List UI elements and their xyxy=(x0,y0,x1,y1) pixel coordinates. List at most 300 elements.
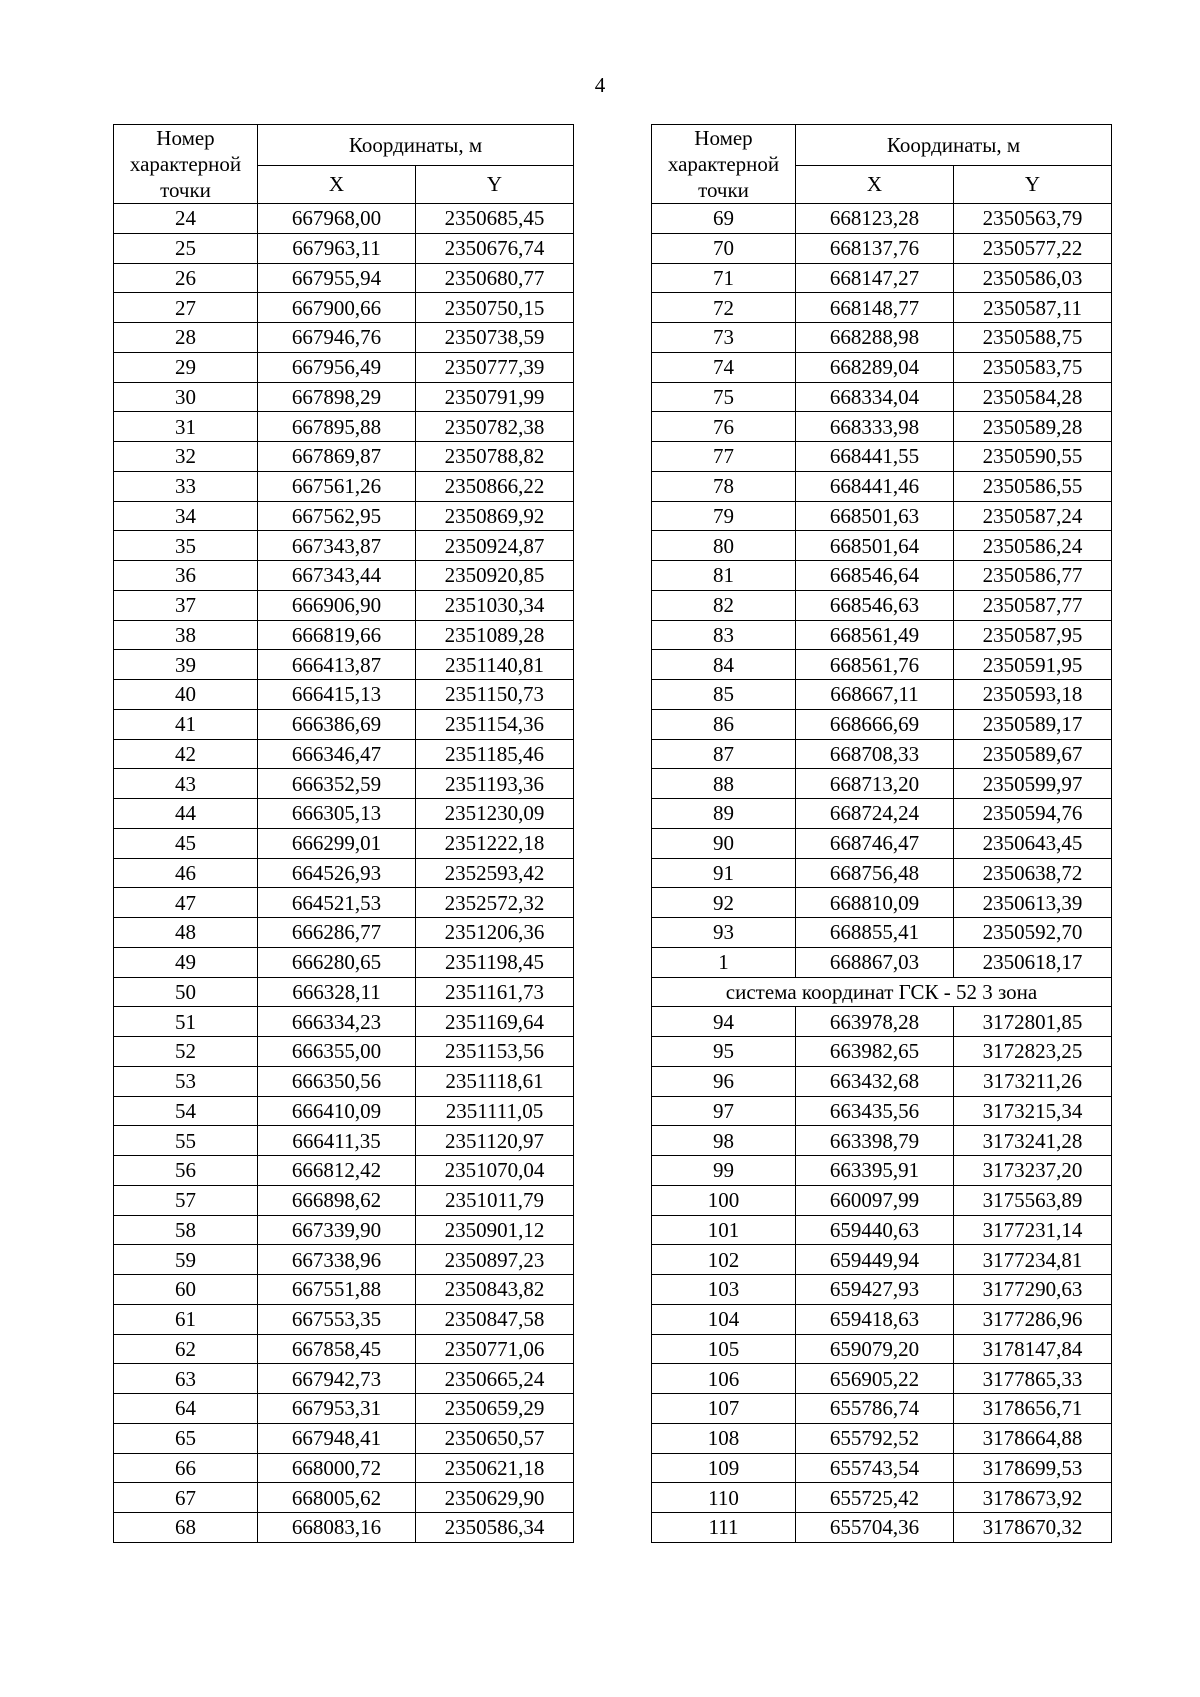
table-row xyxy=(114,947,574,977)
cell-x: 659418,63 xyxy=(796,1304,954,1334)
cell-x: 659440,63 xyxy=(796,1215,954,1245)
cell-x: 666334,23 xyxy=(258,1007,416,1037)
table-row xyxy=(114,1156,574,1186)
cell-point-number: 102 xyxy=(652,1245,796,1275)
cell-x: 666352,59 xyxy=(258,769,416,799)
cell-x: 666898,62 xyxy=(258,1185,416,1215)
table-row xyxy=(652,1513,1112,1543)
cell-point-number: 111 xyxy=(652,1513,796,1543)
cell-x: 668667,11 xyxy=(796,680,954,710)
cell-x: 663398,79 xyxy=(796,1126,954,1156)
cell-y: 2351030,34 xyxy=(416,590,574,620)
table-row xyxy=(114,501,574,531)
cell-y: 3173237,20 xyxy=(954,1156,1112,1186)
cell-x: 663435,56 xyxy=(796,1096,954,1126)
cell-x: 667858,45 xyxy=(258,1334,416,1364)
cell-point-number: 96 xyxy=(652,1066,796,1096)
table-row xyxy=(114,590,574,620)
cell-x: 668756,48 xyxy=(796,858,954,888)
cell-x: 667946,76 xyxy=(258,323,416,353)
cell-x: 666280,65 xyxy=(258,947,416,977)
cell-point-number: 93 xyxy=(652,918,796,948)
cell-y: 2351150,73 xyxy=(416,680,574,710)
cell-point-number: 75 xyxy=(652,382,796,412)
cell-x: 667343,44 xyxy=(258,561,416,591)
cell-point-number: 1 xyxy=(652,947,796,977)
cell-point-number: 65 xyxy=(114,1423,258,1453)
table-row xyxy=(114,442,574,472)
cell-point-number: 51 xyxy=(114,1007,258,1037)
cell-x: 668810,09 xyxy=(796,888,954,918)
table-row xyxy=(114,1334,574,1364)
cell-point-number: 70 xyxy=(652,233,796,263)
cell-x: 666906,90 xyxy=(258,590,416,620)
cell-y: 2350587,95 xyxy=(954,620,1112,650)
coordinates-table-left xyxy=(113,124,574,1543)
cell-y: 2350599,97 xyxy=(954,769,1112,799)
cell-point-number: 61 xyxy=(114,1304,258,1334)
cell-y: 3172801,85 xyxy=(954,1007,1112,1037)
cell-y: 2350680,77 xyxy=(416,263,574,293)
cell-y: 2350782,38 xyxy=(416,412,574,442)
cell-x: 668546,64 xyxy=(796,561,954,591)
cell-point-number: 38 xyxy=(114,620,258,650)
cell-point-number: 56 xyxy=(114,1156,258,1186)
cell-y: 2350563,79 xyxy=(954,204,1112,234)
header-y: Y xyxy=(954,165,1112,203)
header-coordinates: Координаты, м xyxy=(258,125,574,166)
table-row xyxy=(114,620,574,650)
cell-y: 2352593,42 xyxy=(416,858,574,888)
table-row xyxy=(652,650,1112,680)
table-row xyxy=(652,1453,1112,1483)
cell-point-number: 89 xyxy=(652,799,796,829)
cell-y: 2350586,03 xyxy=(954,263,1112,293)
cell-point-number: 88 xyxy=(652,769,796,799)
cell-point-number: 58 xyxy=(114,1215,258,1245)
cell-point-number: 110 xyxy=(652,1483,796,1513)
cell-point-number: 54 xyxy=(114,1096,258,1126)
cell-x: 668005,62 xyxy=(258,1483,416,1513)
cell-y: 3173241,28 xyxy=(954,1126,1112,1156)
cell-x: 667898,29 xyxy=(258,382,416,412)
cell-y: 2350592,70 xyxy=(954,918,1112,948)
cell-y: 3178664,88 xyxy=(954,1423,1112,1453)
table-row xyxy=(114,799,574,829)
table-row xyxy=(114,382,574,412)
table-row xyxy=(652,442,1112,472)
cell-point-number: 41 xyxy=(114,709,258,739)
cell-y: 3178670,32 xyxy=(954,1513,1112,1543)
table-row xyxy=(652,1156,1112,1186)
cell-point-number: 48 xyxy=(114,918,258,948)
table-row xyxy=(114,1394,574,1424)
cell-point-number: 99 xyxy=(652,1156,796,1186)
cell-x: 668147,27 xyxy=(796,263,954,293)
cell-x: 659079,20 xyxy=(796,1334,954,1364)
cell-x: 667968,00 xyxy=(258,204,416,234)
cell-y: 2350847,58 xyxy=(416,1304,574,1334)
cell-x: 668123,28 xyxy=(796,204,954,234)
cell-y: 2350685,45 xyxy=(416,204,574,234)
cell-x: 667948,41 xyxy=(258,1423,416,1453)
cell-x: 667339,90 xyxy=(258,1215,416,1245)
cell-point-number: 69 xyxy=(652,204,796,234)
cell-y: 3177290,63 xyxy=(954,1275,1112,1305)
cell-x: 666286,77 xyxy=(258,918,416,948)
cell-y: 2350676,74 xyxy=(416,233,574,263)
cell-y: 2350777,39 xyxy=(416,352,574,382)
cell-x: 666413,87 xyxy=(258,650,416,680)
cell-point-number: 45 xyxy=(114,828,258,858)
cell-point-number: 85 xyxy=(652,680,796,710)
table-body-right xyxy=(652,204,1112,1543)
cell-x: 656905,22 xyxy=(796,1364,954,1394)
cell-y: 2351070,04 xyxy=(416,1156,574,1186)
coordinates-table-right xyxy=(651,124,1112,1543)
cell-y: 2352572,32 xyxy=(416,888,574,918)
table-row xyxy=(114,263,574,293)
cell-x: 659449,94 xyxy=(796,1245,954,1275)
table-row xyxy=(114,1483,574,1513)
cell-point-number: 78 xyxy=(652,471,796,501)
table-row xyxy=(114,709,574,739)
cell-x: 667956,49 xyxy=(258,352,416,382)
cell-y: 2351089,28 xyxy=(416,620,574,650)
cell-point-number: 100 xyxy=(652,1185,796,1215)
cell-x: 667955,94 xyxy=(258,263,416,293)
cell-y: 2351230,09 xyxy=(416,799,574,829)
cell-x: 659427,93 xyxy=(796,1275,954,1305)
table-row xyxy=(114,233,574,263)
table-row xyxy=(114,1066,574,1096)
cell-point-number: 108 xyxy=(652,1423,796,1453)
cell-point-number: 34 xyxy=(114,501,258,531)
cell-y: 3177234,81 xyxy=(954,1245,1112,1275)
cell-point-number: 30 xyxy=(114,382,258,412)
cell-point-number: 46 xyxy=(114,858,258,888)
cell-y: 2350629,90 xyxy=(416,1483,574,1513)
table-row xyxy=(114,1423,574,1453)
table-row xyxy=(114,1126,574,1156)
cell-y: 2350924,87 xyxy=(416,531,574,561)
cell-point-number: 66 xyxy=(114,1453,258,1483)
table-row xyxy=(114,650,574,680)
cell-y: 2351011,79 xyxy=(416,1185,574,1215)
cell-point-number: 71 xyxy=(652,263,796,293)
table-row xyxy=(114,561,574,591)
cell-y: 3177231,14 xyxy=(954,1215,1112,1245)
cell-y: 2350843,82 xyxy=(416,1275,574,1305)
cell-x: 667900,66 xyxy=(258,293,416,323)
cell-point-number: 94 xyxy=(652,1007,796,1037)
table-row xyxy=(652,1394,1112,1424)
cell-point-number: 107 xyxy=(652,1394,796,1424)
table-row xyxy=(652,620,1112,650)
header-x: X xyxy=(258,165,416,203)
cell-x: 667869,87 xyxy=(258,442,416,472)
table-row xyxy=(652,352,1112,382)
cell-x: 668867,03 xyxy=(796,947,954,977)
cell-point-number: 24 xyxy=(114,204,258,234)
cell-point-number: 83 xyxy=(652,620,796,650)
header-point-number: Номер характерной точки xyxy=(114,125,258,204)
cell-x: 668724,24 xyxy=(796,799,954,829)
cell-x: 668288,98 xyxy=(796,323,954,353)
table-row xyxy=(652,1483,1112,1513)
cell-x: 668501,63 xyxy=(796,501,954,531)
table-row xyxy=(652,1245,1112,1275)
cell-point-number: 86 xyxy=(652,709,796,739)
cell-x: 668441,55 xyxy=(796,442,954,472)
cell-y: 2350897,23 xyxy=(416,1245,574,1275)
cell-point-number: 63 xyxy=(114,1364,258,1394)
table-row xyxy=(652,293,1112,323)
cell-x: 668441,46 xyxy=(796,471,954,501)
cell-y: 2350866,22 xyxy=(416,471,574,501)
header-y: Y xyxy=(416,165,574,203)
cell-point-number: 90 xyxy=(652,828,796,858)
cell-x: 667942,73 xyxy=(258,1364,416,1394)
cell-point-number: 62 xyxy=(114,1334,258,1364)
cell-x: 668713,20 xyxy=(796,769,954,799)
cell-x: 666812,42 xyxy=(258,1156,416,1186)
cell-point-number: 47 xyxy=(114,888,258,918)
cell-point-number: 106 xyxy=(652,1364,796,1394)
cell-x: 666305,13 xyxy=(258,799,416,829)
table-row xyxy=(652,471,1112,501)
table-row xyxy=(652,412,1112,442)
cell-x: 667895,88 xyxy=(258,412,416,442)
cell-y: 2350586,34 xyxy=(416,1513,574,1543)
table-row xyxy=(652,204,1112,234)
table-row xyxy=(652,323,1112,353)
cell-y: 2350771,06 xyxy=(416,1334,574,1364)
cell-x: 668289,04 xyxy=(796,352,954,382)
table-row xyxy=(652,799,1112,829)
cell-x: 667953,31 xyxy=(258,1394,416,1424)
cell-point-number: 55 xyxy=(114,1126,258,1156)
table-row xyxy=(652,680,1112,710)
cell-point-number: 32 xyxy=(114,442,258,472)
table-row xyxy=(652,858,1112,888)
cell-y: 2350587,77 xyxy=(954,590,1112,620)
cell-x: 668137,76 xyxy=(796,233,954,263)
cell-x: 664521,53 xyxy=(258,888,416,918)
cell-point-number: 81 xyxy=(652,561,796,591)
header-point-number: Номер характерной точки xyxy=(652,125,796,204)
cell-y: 2350738,59 xyxy=(416,323,574,353)
cell-y: 3175563,89 xyxy=(954,1185,1112,1215)
cell-point-number: 92 xyxy=(652,888,796,918)
cell-point-number: 109 xyxy=(652,1453,796,1483)
cell-y: 3178147,84 xyxy=(954,1334,1112,1364)
cell-point-number: 82 xyxy=(652,590,796,620)
cell-y: 2351111,05 xyxy=(416,1096,574,1126)
cell-point-number: 25 xyxy=(114,233,258,263)
cell-y: 2350869,92 xyxy=(416,501,574,531)
cell-y: 2350750,15 xyxy=(416,293,574,323)
cell-x: 655704,36 xyxy=(796,1513,954,1543)
cell-y: 2351169,64 xyxy=(416,1007,574,1037)
table-row xyxy=(114,1245,574,1275)
cell-x: 668666,69 xyxy=(796,709,954,739)
cell-point-number: 39 xyxy=(114,650,258,680)
cell-y: 2351206,36 xyxy=(416,918,574,948)
cell-x: 655792,52 xyxy=(796,1423,954,1453)
table-row xyxy=(652,1185,1112,1215)
cell-point-number: 68 xyxy=(114,1513,258,1543)
table-row xyxy=(114,1185,574,1215)
table-row xyxy=(114,828,574,858)
table-row xyxy=(652,709,1112,739)
table-row xyxy=(652,561,1112,591)
cell-y: 3177865,33 xyxy=(954,1364,1112,1394)
table-row xyxy=(652,1037,1112,1067)
header-x: X xyxy=(796,165,954,203)
cell-x: 666411,35 xyxy=(258,1126,416,1156)
cell-y: 3172823,25 xyxy=(954,1037,1112,1067)
cell-point-number: 37 xyxy=(114,590,258,620)
cell-y: 2350590,55 xyxy=(954,442,1112,472)
cell-y: 2350618,17 xyxy=(954,947,1112,977)
cell-point-number: 95 xyxy=(652,1037,796,1067)
cell-x: 663982,65 xyxy=(796,1037,954,1067)
cell-point-number: 36 xyxy=(114,561,258,591)
cell-y: 2351154,36 xyxy=(416,709,574,739)
table-row xyxy=(652,888,1112,918)
cell-point-number: 52 xyxy=(114,1037,258,1067)
table-row xyxy=(652,1096,1112,1126)
table-row xyxy=(114,858,574,888)
table-row xyxy=(652,233,1112,263)
cell-x: 666386,69 xyxy=(258,709,416,739)
cell-x: 666328,11 xyxy=(258,977,416,1007)
table-row xyxy=(114,680,574,710)
cell-y: 3177286,96 xyxy=(954,1304,1112,1334)
cell-point-number: 74 xyxy=(652,352,796,382)
cell-x: 666346,47 xyxy=(258,739,416,769)
cell-point-number: 97 xyxy=(652,1096,796,1126)
cell-point-number: 59 xyxy=(114,1245,258,1275)
table-row xyxy=(114,531,574,561)
table-row xyxy=(652,769,1112,799)
table-row xyxy=(652,947,1112,977)
table-row xyxy=(114,1275,574,1305)
cell-point-number: 60 xyxy=(114,1275,258,1305)
cell-y: 2351140,81 xyxy=(416,650,574,680)
cell-y: 2350643,45 xyxy=(954,828,1112,858)
cell-x: 668333,98 xyxy=(796,412,954,442)
cell-y: 2350588,75 xyxy=(954,323,1112,353)
cell-x: 668855,41 xyxy=(796,918,954,948)
cell-point-number: 76 xyxy=(652,412,796,442)
table-row xyxy=(114,739,574,769)
table-row xyxy=(652,1215,1112,1245)
table-row xyxy=(114,1453,574,1483)
cell-y: 2350583,75 xyxy=(954,352,1112,382)
cell-x: 668334,04 xyxy=(796,382,954,412)
cell-point-number: 35 xyxy=(114,531,258,561)
table-row xyxy=(652,531,1112,561)
cell-y: 2350589,28 xyxy=(954,412,1112,442)
cell-x: 666299,01 xyxy=(258,828,416,858)
cell-x: 655725,42 xyxy=(796,1483,954,1513)
page-number: 4 xyxy=(594,73,606,97)
cell-x: 660097,99 xyxy=(796,1185,954,1215)
cell-y: 2350586,55 xyxy=(954,471,1112,501)
cell-point-number: 29 xyxy=(114,352,258,382)
cell-point-number: 79 xyxy=(652,501,796,531)
table-row xyxy=(114,769,574,799)
cell-point-number: 105 xyxy=(652,1334,796,1364)
cell-point-number: 28 xyxy=(114,323,258,353)
cell-point-number: 43 xyxy=(114,769,258,799)
table-row xyxy=(652,918,1112,948)
header-coordinates: Координаты, м xyxy=(796,125,1112,166)
table-row xyxy=(114,977,574,1007)
cell-x: 667338,96 xyxy=(258,1245,416,1275)
cell-point-number: 49 xyxy=(114,947,258,977)
table-row xyxy=(114,471,574,501)
table-row xyxy=(114,323,574,353)
table-row xyxy=(652,1126,1112,1156)
cell-point-number: 87 xyxy=(652,739,796,769)
cell-y: 2351153,56 xyxy=(416,1037,574,1067)
cell-y: 2351120,97 xyxy=(416,1126,574,1156)
cell-x: 668746,47 xyxy=(796,828,954,858)
table-row xyxy=(652,828,1112,858)
table-row xyxy=(114,352,574,382)
cell-x: 668561,49 xyxy=(796,620,954,650)
cell-x: 667551,88 xyxy=(258,1275,416,1305)
cell-y: 2350901,12 xyxy=(416,1215,574,1245)
cell-y: 2351222,18 xyxy=(416,828,574,858)
table-row xyxy=(652,1275,1112,1305)
cell-y: 2350591,95 xyxy=(954,650,1112,680)
cell-x: 667561,26 xyxy=(258,471,416,501)
table-row xyxy=(114,1215,574,1245)
cell-point-number: 44 xyxy=(114,799,258,829)
cell-x: 664526,93 xyxy=(258,858,416,888)
table-row xyxy=(652,739,1112,769)
table-row xyxy=(114,888,574,918)
cell-y: 2350920,85 xyxy=(416,561,574,591)
cell-point-number: 53 xyxy=(114,1066,258,1096)
table-row xyxy=(114,1007,574,1037)
cell-y: 2351185,46 xyxy=(416,739,574,769)
cell-point-number: 33 xyxy=(114,471,258,501)
cell-x: 668000,72 xyxy=(258,1453,416,1483)
cell-point-number: 27 xyxy=(114,293,258,323)
table-row xyxy=(652,590,1112,620)
cell-point-number: 103 xyxy=(652,1275,796,1305)
cell-point-number: 67 xyxy=(114,1483,258,1513)
cell-y: 2350586,24 xyxy=(954,531,1112,561)
table-row xyxy=(114,293,574,323)
table-row xyxy=(652,1364,1112,1394)
cell-y: 2351193,36 xyxy=(416,769,574,799)
cell-point-number: 98 xyxy=(652,1126,796,1156)
cell-point-number: 101 xyxy=(652,1215,796,1245)
cell-y: 2350587,24 xyxy=(954,501,1112,531)
table-row xyxy=(114,412,574,442)
cell-x: 666410,09 xyxy=(258,1096,416,1126)
table-row xyxy=(652,263,1112,293)
cell-x: 666415,13 xyxy=(258,680,416,710)
cell-y: 2350650,57 xyxy=(416,1423,574,1453)
table-body-left xyxy=(114,204,574,1543)
